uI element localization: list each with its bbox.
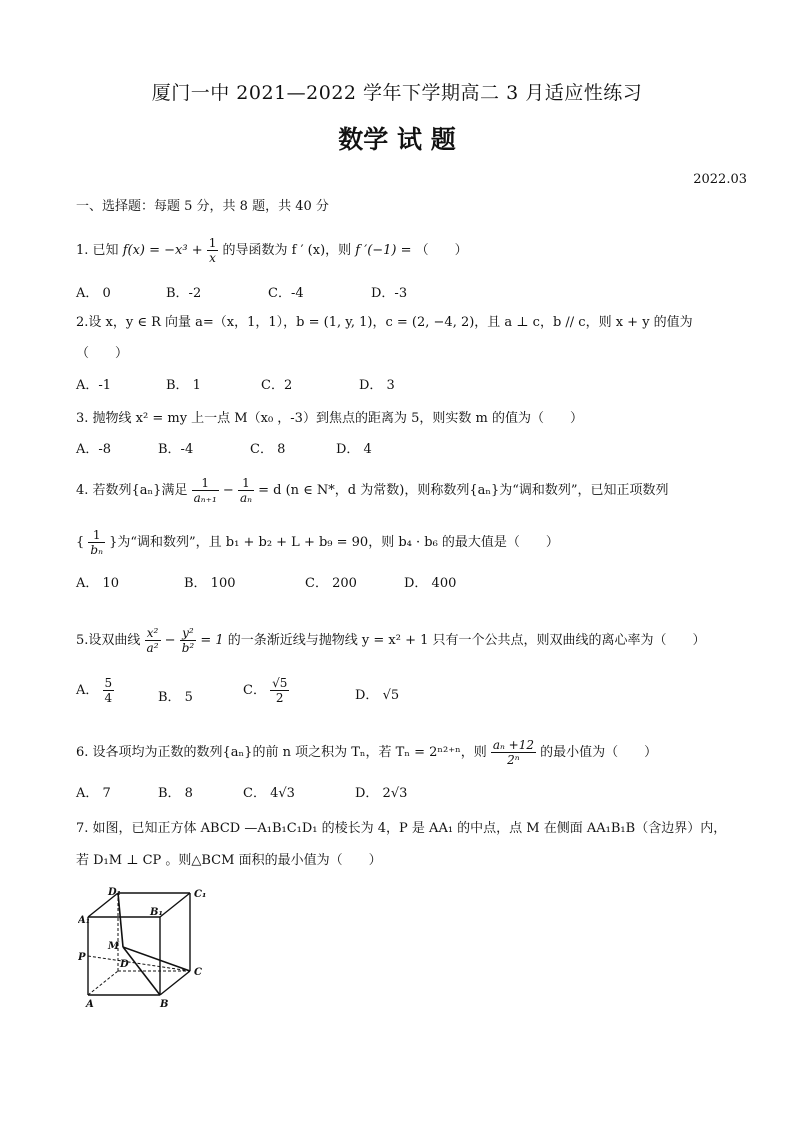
cube-figure — [78, 885, 218, 1010]
q1-frac-num: 1 — [208, 236, 217, 250]
q5-option-b: B． 5 — [158, 690, 193, 705]
q6-fraction — [491, 738, 536, 767]
q6-prefix: 6. 设各项均为正数的数列{aₙ}的前 n 项之积为 Tₙ，若 Tₙ = 2ⁿ²⁺ⁿ，则 — [76, 745, 487, 760]
question-1 — [76, 236, 754, 265]
q3-option-d: D． 4 — [336, 442, 372, 457]
label-c: C — [194, 967, 202, 978]
question-2: 2.设 x，y ∈ R 向量 a=（x，1，1），b = (1, y, 1)，c = (2, −4, 2)，且 a ⊥ c，b // c，则 x + y 的值为 — [76, 315, 693, 330]
q2-option-b: B． 1 — [166, 378, 201, 393]
q5-option-c — [243, 676, 289, 705]
q5-option-d — [355, 684, 399, 703]
q2-option-a: A．-1 — [76, 378, 112, 393]
label-c1: C₁ — [194, 889, 207, 900]
segment-d1-m — [118, 893, 123, 947]
q4-f1-num: 1 — [192, 476, 219, 491]
q1-option-a: A． 0 — [76, 286, 111, 301]
q5-f2-den: b² — [181, 641, 195, 655]
q5-option-d-value: √5 — [382, 688, 400, 703]
q4-formula: = d (n ∈ N*，d 为常数)，则称数列{aₙ}为“调和数列”，已知正项数列 — [258, 483, 669, 498]
q5-middle: 的一条渐近线与抛物线 y = x² + 1 只有一个公共点，则双曲线的离心率为（ ） — [227, 633, 706, 648]
q4-f2-den: aₙ — [239, 491, 252, 505]
label-d: D — [120, 959, 129, 970]
edge-b-c — [160, 971, 190, 995]
question-7-line-1: 7. 如图，已知正方体 ABCD —A₁B₁C₁D₁ 的棱长为 4，P 是 AA₁ 的中点，点 M 在侧面 AA₁B₁B（含边界）内， — [76, 821, 727, 836]
q4-f3-den: bₙ — [90, 543, 103, 557]
label-a1: A₁ — [78, 915, 91, 926]
q1-option-b: B．-2 — [166, 286, 202, 301]
q4-f2-num: 1 — [238, 476, 254, 491]
q3-option-c: C． 8 — [250, 442, 286, 457]
q5-eq: = 1 — [200, 633, 224, 648]
page-subtitle: 数学 试 题 — [338, 125, 456, 154]
label-d1: D₁ — [108, 887, 122, 898]
q5-fraction-2 — [180, 626, 197, 655]
q4-option-c: C． 200 — [305, 576, 357, 591]
q4-fraction-1 — [192, 476, 219, 505]
q5-optC-num: √5 — [272, 676, 288, 690]
q1-fraction — [207, 236, 219, 265]
question-5: 5.设双曲线 $\frac{\text{x²}}{\text{a²}}$ − $\frac{\text{y²}}{\text{b²}}$ = 1 的一条渐近线与抛物线 y = x² + 1 只有一个公共点，则双曲线的离心率为（ ） — [76, 626, 706, 655]
q6-option-a: A． 7 — [76, 786, 111, 801]
section-heading: 一、选择题：每题 5 分，共 8 题，共 40 分 — [76, 199, 329, 214]
q6-f-num: aₙ +12 — [492, 738, 534, 752]
label-b1: B₁ — [150, 907, 163, 918]
q5-option-d-label: D． — [355, 688, 379, 703]
q5-fraction-1 — [145, 626, 161, 655]
q5-option-a-label: A． — [76, 683, 99, 698]
edge-a-d-hidden — [88, 971, 118, 995]
q6-option-b: B． 8 — [158, 786, 193, 801]
q1-option-d: D．-3 — [371, 286, 408, 301]
q5-optA-den: 4 — [104, 691, 113, 705]
q1-paren: （ ） — [415, 243, 468, 258]
q2-paren: （ ） — [76, 346, 129, 361]
q5-option-a-frac — [103, 676, 115, 705]
question-7-line-2: 若 D₁M ⊥ CP 。则△BCM 面积的最小值为（ ） — [76, 853, 382, 868]
q5-option-c-frac — [270, 676, 289, 705]
q5-f1-den: a² — [146, 641, 159, 655]
q6-option-d: D． 2√3 — [355, 786, 408, 801]
question-4-line-1: 4. 若数列{aₙ}满足 $\frac{1}{\text{aₙ₊₁}}$ − $\frac{1}{\text{aₙ}}$ = d (n ∈ N*，d 为常数)，则称数列{aₙ}为“调和数列”，已知正项数列 — [76, 476, 669, 505]
q6-tail: 的最小值为（ ） — [540, 745, 658, 760]
q5-optA-num: 5 — [104, 676, 113, 690]
question-4-line-2 — [76, 528, 754, 557]
q5-optC-den: 2 — [275, 691, 284, 705]
q1-frac-den: x — [209, 251, 216, 265]
q2-option-d: D． 3 — [359, 378, 395, 393]
q1-option-c: C．-4 — [268, 286, 304, 301]
q1-tail: f ′(−1) = — [355, 243, 412, 258]
exam-date: 2022.03 — [693, 172, 747, 187]
label-b: B — [160, 999, 169, 1010]
q4-brace: { — [76, 535, 85, 550]
q4-prefix: 4. 若数列{aₙ}满足 — [76, 483, 188, 498]
page-title: 厦门一中 2021—2022 学年下学期高二 3 月适应性练习 — [151, 82, 643, 104]
q4-fraction-2 — [238, 476, 254, 505]
q4-fraction-3 — [88, 528, 105, 557]
q4-option-d: D． 400 — [404, 576, 457, 591]
label-a: A — [86, 999, 94, 1010]
q4-f1-den: aₙ₊₁ — [193, 491, 217, 505]
question-6 — [76, 738, 754, 767]
q4-f3-num: 1 — [88, 528, 105, 543]
q1-formula: f(x) = −x³ + — [122, 243, 207, 258]
label-m: M — [108, 941, 120, 952]
q4-option-a: A． 10 — [76, 576, 120, 591]
q4-option-b: B． 100 — [184, 576, 236, 591]
label-p: P — [78, 952, 86, 963]
q6-option-c: C． 4√3 — [243, 786, 295, 801]
q3-option-a: A．-8 — [76, 442, 112, 457]
q5-f1-num: x² — [145, 626, 161, 641]
q1-prefix: 1. 已知 — [76, 243, 119, 258]
q4-line2-text: }为“调和数列”，且 b₁ + b₂ + L + b₉ = 90，则 b₄ · b₆ 的最大值是（ ） — [109, 535, 559, 550]
q6-f-den: 2ⁿ — [507, 753, 520, 767]
question-3: 3. 抛物线 x² = my 上一点 M（x₀ ，-3）到焦点的距离为 5，则实数 m 的值为（ ） — [76, 411, 583, 426]
q5-option-a — [76, 676, 114, 705]
q5-prefix: 5.设双曲线 — [76, 633, 141, 648]
q2-option-c: C．2 — [261, 378, 293, 393]
edge-b1-c1 — [160, 893, 190, 917]
q5-option-c-label: C． — [243, 683, 266, 698]
q3-option-b: B．-4 — [158, 442, 194, 457]
q1-middle: 的导函数为 f ′ (x)，则 — [222, 243, 352, 258]
q5-f2-num: y² — [180, 626, 197, 641]
